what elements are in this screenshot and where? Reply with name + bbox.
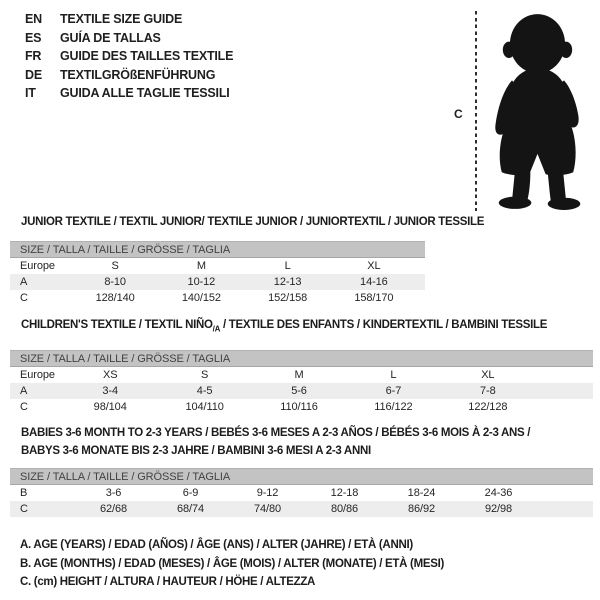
language-code: ES bbox=[25, 30, 42, 45]
value-cell: 140/152 bbox=[181, 292, 221, 304]
babies-title-line2: BABYS 3-6 MONATE BIS 2-3 JAHRE / BAMBINI 3-6 MESI A 2-3 ANNI bbox=[21, 444, 371, 457]
table-row-height bbox=[10, 399, 593, 415]
size-cell: XL bbox=[367, 260, 381, 272]
children-size-table bbox=[10, 350, 593, 415]
value-cell: 10-12 bbox=[187, 276, 216, 288]
row-label: A bbox=[20, 385, 28, 397]
height-measure-dashed-line bbox=[475, 11, 477, 211]
babies-section-title bbox=[21, 425, 581, 460]
size-header-text: SIZE / TALLA / TAILLE / GRÖSSE / TAGLIA bbox=[20, 352, 231, 365]
table-row-months bbox=[10, 485, 593, 501]
footnote-c: C. (cm) HEIGHT / ALTURA / HAUTEUR / HÖHE / ALTEZZA bbox=[20, 576, 316, 589]
value-cell: 92/98 bbox=[484, 503, 513, 515]
size-cell: M bbox=[196, 260, 206, 272]
size-header-bar bbox=[10, 468, 593, 485]
value-cell: 128/140 bbox=[95, 292, 135, 304]
language-row-es bbox=[25, 29, 233, 48]
size-cell: M bbox=[294, 369, 304, 381]
size-cell: XL bbox=[481, 369, 495, 381]
size-cell: L bbox=[284, 260, 291, 272]
row-label: C bbox=[20, 401, 28, 413]
table-row-age bbox=[10, 383, 593, 399]
value-cell: 68/74 bbox=[176, 503, 205, 515]
size-cell: L bbox=[390, 369, 397, 381]
table-row-europe bbox=[10, 367, 593, 383]
value-cell: 152/158 bbox=[268, 292, 308, 304]
children-title-suffix: / TEXTILE DES ENFANTS / KINDERTEXTIL / BAMBINI TESSILE bbox=[220, 319, 548, 331]
junior-section-title: JUNIOR TEXTILE / TEXTIL JUNIOR/ TEXTILE JUNIOR / JUNIORTEXTIL / JUNIOR TESSILE bbox=[21, 216, 485, 228]
row-label: Europe bbox=[20, 369, 55, 381]
children-title-prefix: CHILDREN'S TEXTILE / TEXTIL NIÑO bbox=[21, 319, 213, 331]
value-cell: 9-12 bbox=[256, 487, 279, 499]
size-cell: XS bbox=[102, 369, 118, 381]
row-label: Europe bbox=[20, 260, 55, 272]
size-cell: S bbox=[200, 369, 209, 381]
baby-silhouette-icon bbox=[484, 9, 592, 213]
language-row-en bbox=[25, 10, 233, 29]
size-header-bar bbox=[10, 241, 425, 258]
value-cell: 3-4 bbox=[102, 385, 118, 397]
value-cell: 14-16 bbox=[360, 276, 388, 288]
value-cell: 12-18 bbox=[330, 487, 359, 499]
value-cell: 12-13 bbox=[273, 276, 302, 288]
height-measure-label: C bbox=[454, 107, 463, 121]
language-code: IT bbox=[25, 86, 36, 101]
language-code: DE bbox=[25, 67, 42, 82]
table-row-age bbox=[10, 274, 425, 290]
value-cell: 62/68 bbox=[99, 503, 128, 515]
babies-size-table bbox=[10, 468, 593, 517]
size-header-bar bbox=[10, 350, 593, 367]
language-title: GUIDE DES TAILLES TEXTILE bbox=[60, 49, 234, 64]
footnote-b: B. AGE (MONTHS) / EDAD (MESES) / ÂGE (MOIS) / ALTER (MONATE) / ETÀ (MESI) bbox=[20, 557, 445, 570]
row-label: C bbox=[20, 503, 28, 515]
language-title: TEXTILGRÖßENFÜHRUNG bbox=[60, 67, 216, 82]
language-title: GUIDA ALLE TAGLIE TESSILI bbox=[60, 86, 230, 101]
value-cell: 122/128 bbox=[468, 401, 508, 413]
value-cell: 74/80 bbox=[253, 503, 282, 515]
language-code: FR bbox=[25, 49, 42, 64]
value-cell: 104/110 bbox=[185, 401, 224, 413]
value-cell: 7-8 bbox=[480, 385, 496, 397]
value-cell: 86/92 bbox=[407, 503, 436, 515]
language-row-de bbox=[25, 66, 233, 85]
junior-size-table bbox=[10, 241, 425, 306]
table-row-height bbox=[10, 501, 593, 517]
value-cell: 18-24 bbox=[407, 487, 436, 499]
height-figure bbox=[450, 8, 598, 214]
language-title: TEXTILE SIZE GUIDE bbox=[60, 12, 183, 27]
size-header-text: SIZE / TALLA / TAILLE / GRÖSSE / TAGLIA bbox=[20, 243, 231, 256]
value-cell: 4-5 bbox=[196, 385, 213, 397]
row-label: B bbox=[20, 487, 28, 499]
footnote-legend bbox=[20, 536, 444, 592]
value-cell: 24-36 bbox=[484, 487, 513, 499]
size-cell: S bbox=[111, 260, 119, 272]
value-cell: 6-9 bbox=[182, 487, 199, 499]
children-title-subscript: /A bbox=[212, 324, 221, 334]
value-cell: 116/122 bbox=[374, 401, 413, 413]
language-list bbox=[25, 10, 233, 103]
value-cell: 98/104 bbox=[93, 401, 127, 413]
language-title: GUÍA DE TALLAS bbox=[60, 30, 161, 45]
row-label: C bbox=[20, 292, 28, 304]
language-row-it bbox=[25, 84, 233, 103]
footnote-a: A. AGE (YEARS) / EDAD (AÑOS) / ÂGE (ANS) / ALTER (JAHRE) / ETÀ (ANNI) bbox=[20, 539, 413, 551]
children-section-title bbox=[21, 319, 547, 333]
value-cell: 5-6 bbox=[291, 385, 307, 397]
value-cell: 3-6 bbox=[105, 487, 122, 499]
value-cell: 110/116 bbox=[280, 401, 318, 413]
language-code: EN bbox=[25, 12, 42, 27]
value-cell: 80/86 bbox=[330, 503, 359, 515]
size-header-text: SIZE / TALLA / TAILLE / GRÖSSE / TAGLIA bbox=[20, 470, 231, 483]
value-cell: 158/170 bbox=[354, 292, 394, 304]
table-row-height bbox=[10, 290, 425, 306]
row-label: A bbox=[20, 276, 28, 288]
value-cell: 6-7 bbox=[385, 385, 402, 397]
babies-title-line1: BABIES 3-6 MONTH TO 2-3 YEARS / BEBÉS 3-6 MESES A 2-3 AÑOS / BÉBÉS 3-6 MOIS À 2-3 ANS / bbox=[21, 427, 531, 439]
value-cell: 8-10 bbox=[104, 276, 126, 288]
table-row-europe bbox=[10, 258, 425, 274]
language-row-fr bbox=[25, 47, 233, 66]
